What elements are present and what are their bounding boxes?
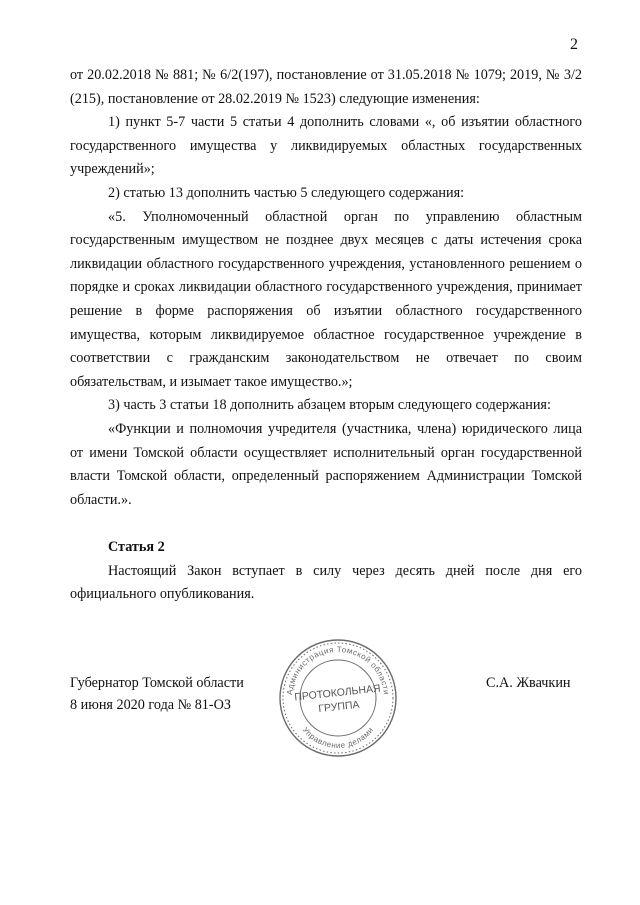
- document-body: [70, 64, 582, 607]
- official-stamp-icon: [276, 636, 400, 760]
- paragraph-item-3: 3) часть 3 статьи 18 дополнить абзацем вторым следующего содержания:: [108, 397, 551, 414]
- signature-block: [70, 672, 244, 716]
- stamp-bottom-text: Управление делами: [300, 725, 376, 751]
- article-2-heading: Статья 2: [108, 539, 165, 556]
- svg-text:Управление делами: [301, 725, 376, 750]
- stamp-center-line2: ГРУППА: [317, 698, 361, 716]
- paragraph-quote-part-5: «5. Уполномоченный областной орган по управлению областным государственным имуществом не позднее двух месяцев с даты истечения срока ликвидации областного государственного учреждения, установленного решением о порядке и сроках ликвидации областного государственного учреждения, принимает решение в форме распоряжения об изъятии областного государственного имущества, которым ликвидируемое областное государственное учреждение в соответствии с гражданским законодательством не отвечает по своим обязательствам, и изымает такое имущество.»;: [70, 208, 582, 390]
- paragraph-quote-functions: «Функции и полномочия учредителя (участника, члена) юридического лица от имени Томской области осуществляет исполнительный орган государственной власти Томской области, определенный распоряжением Администрации Томской области.».: [70, 420, 582, 508]
- paragraph-amendment-references: от 20.02.2018 № 881; № 6/2(197), постановление от 31.05.2018 № 1079; 2019, № 3/2 (215), постановление от 28.02.2019 № 1523) следующие изменения:: [70, 67, 582, 107]
- stamp-top-text: Администрация Томской области: [285, 644, 391, 696]
- law-date-number: 8 июня 2020 года № 81-ОЗ: [70, 697, 231, 713]
- signatory-title: Губернатор Томской области: [70, 675, 244, 691]
- signatory-name: С.А. Жвачкин: [486, 675, 571, 691]
- paragraph-item-2: 2) статью 13 дополнить частью 5 следующего содержания:: [108, 184, 465, 201]
- page-number: 2: [570, 36, 578, 53]
- paragraph-item-1: 1) пункт 5-7 части 5 статьи 4 дополнить словами «, об изъятии областного государственного имущества у ликвидируемых областных государственных учреждений»;: [70, 114, 582, 178]
- stamp-center-line1: ПРОТОКОЛЬНАЯ: [293, 682, 382, 704]
- article-2-text: Настоящий Закон вступает в силу через десять дней после дня его официального опубликования.: [70, 562, 582, 603]
